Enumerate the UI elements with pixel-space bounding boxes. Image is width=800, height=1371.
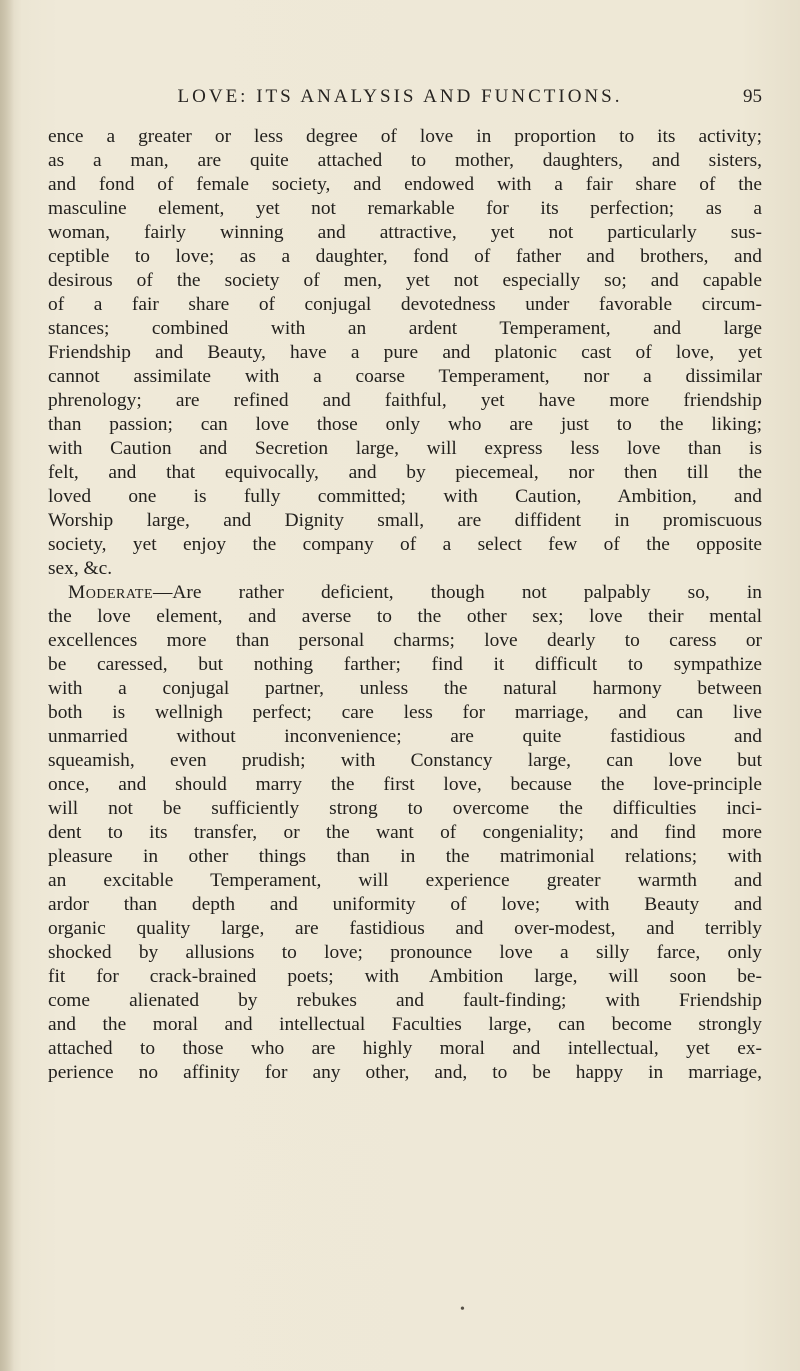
text-line: Worship large, and Dignity small, are diffident in promiscuous (48, 510, 762, 531)
text-line: than passion; can love those only who are just to the liking; (48, 414, 762, 435)
text-line: masculine element, yet not remarkable for its perfection; as a (48, 198, 762, 219)
text-line: ence a greater or less degree of love in proportion to its activity; (48, 126, 762, 147)
moderate-heading: Moderate (68, 582, 154, 603)
text-line: an excitable Temperament, will experience greater warmth and (48, 870, 762, 891)
text-line: woman, fairly winning and attractive, yet not particularly sus- (48, 222, 762, 243)
text-line: and the moral and intellectual Faculties large, can become strongly (48, 1014, 762, 1035)
text-line: shocked by allusions to love; pronounce love a silly farce, only (48, 942, 762, 963)
text-line: stances; combined with an ardent Temperament, and large (48, 318, 762, 339)
text-line: loved one is fully committed; with Caution, Ambition, and (48, 486, 762, 507)
text-line: and fond of female society, and endowed with a fair share of the (48, 174, 762, 195)
text-line: once, and should marry the first love, because the love-principle (48, 774, 762, 795)
moderate-first-line-text: —Are rather deficient, though not palpably so, in (153, 582, 762, 603)
text-line: both is wellnigh perfect; care less for marriage, and can live (48, 702, 762, 723)
text-line: fit for crack-brained poets; with Ambition large, will soon be- (48, 966, 762, 987)
text-line: with Caution and Secretion large, will express less love than is (48, 438, 762, 459)
text-line: excellences more than personal charms; love dearly to caress or (48, 630, 762, 651)
text-line: will not be sufficiently strong to overcome the difficulties inci- (48, 798, 762, 819)
text-line: desirous of the society of men, yet not especially so; and capable (48, 270, 762, 291)
text-line: dent to its transfer, or the want of congeniality; and find more (48, 822, 762, 843)
text-line: the love element, and averse to the other sex; love their mental (48, 606, 762, 627)
page-number: 95 (743, 86, 762, 107)
text-line: unmarried without inconvenience; are quite fastidious and (48, 726, 762, 747)
text-line: phrenology; are refined and faithful, yet have more friendship (48, 390, 762, 411)
text-line: felt, and that equivocally, and by piecemeal, nor then till the (48, 462, 762, 483)
body-text (48, 125, 762, 1085)
text-line: attached to those who are highly moral and intellectual, yet ex- (48, 1038, 762, 1059)
text-line: ardor than depth and uniformity of love; with Beauty and (48, 894, 762, 915)
text-line: as a man, are quite attached to mother, daughters, and sisters, (48, 150, 762, 171)
text-line: of a fair share of conjugal devotedness under favorable circum- (48, 294, 762, 315)
text-line: come alienated by rebukes and fault-finding; with Friendship (48, 990, 762, 1011)
text-line: organic quality large, are fastidious and over-modest, and terribly (48, 918, 762, 939)
text-line: cannot assimilate with a coarse Temperament, nor a dissimilar (48, 366, 762, 387)
text-line: with a conjugal partner, unless the natural harmony between (48, 678, 762, 699)
text-line: perience no affinity for any other, and, to be happy in marriage, (48, 1062, 762, 1083)
text-line: ceptible to love; as a daughter, fond of father and brothers, and (48, 246, 762, 267)
running-head (0, 86, 800, 114)
binding-gutter-shadow (0, 0, 14, 1371)
text-line: pleasure in other things than in the matrimonial relations; with (48, 846, 762, 867)
moderate-paragraph-first-line (48, 581, 762, 605)
running-title: LOVE: ITS ANALYSIS AND FUNCTIONS. (177, 86, 623, 107)
text-line: society, yet enjoy the company of a select few of the opposite (48, 534, 762, 555)
text-line: squeamish, even prudish; with Constancy large, can love but (48, 750, 762, 771)
text-line: Friendship and Beauty, have a pure and platonic cast of love, yet (48, 342, 762, 363)
text-line: be caressed, but nothing farther; find it difficult to sympathize (48, 654, 762, 675)
text-line: sex, &c. (48, 558, 113, 579)
footer-mark: • (460, 1302, 465, 1317)
